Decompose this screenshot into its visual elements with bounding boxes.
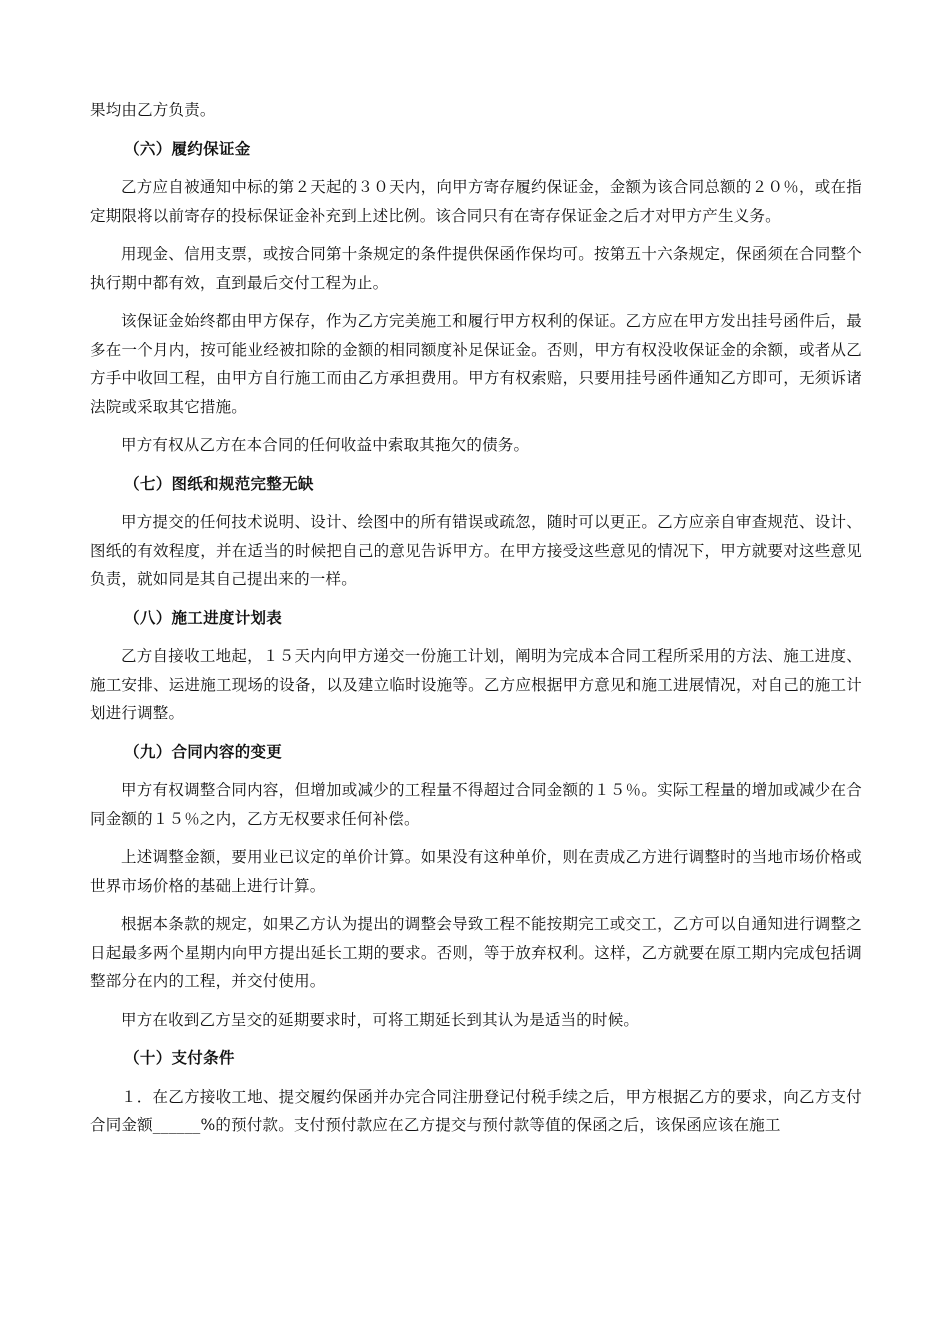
paragraph: 用现金、信用支票，或按合同第十条规定的条件提供保函作保均可。按第五十六条规定，保函须在合同整个执行期中都有效，直到最后交付工程为止。 (90, 245, 862, 292)
section-heading-7: （七）图纸和规范完整无缺 (124, 474, 314, 493)
paragraph-continuation: 果均由乙方负责。 (90, 101, 216, 119)
document-body (90, 96, 862, 1150)
section-heading-10: （十）支付条件 (124, 1049, 235, 1067)
paragraph: 上述调整金额，要用业已议定的单价计算。如果没有这种单价，则在责成乙方进行调整时的当地市场价格或世界市场价格的基础上进行计算。 (90, 848, 862, 895)
paragraph: 甲方有权从乙方在本合同的任何收益中索取其拖欠的债务。 (121, 436, 530, 454)
paragraph: 根据本条款的规定，如果乙方认为提出的调整会导致工程不能按期完工或交工，乙方可以自通知进行调整之日起最多两个星期内向甲方提出延长工期的要求。否则，等于放弃权利。这样，乙方就要在原工期内完成包括调整部分在内的工程，并交付使用。 (90, 915, 862, 990)
paragraph: １．在乙方接收工地、提交履约保函并办完合同注册登记付税手续之后，甲方根据乙方的要求，向乙方支付合同金额______%的预付款。支付预付款应在乙方提交与预付款等值的保函之后，该保函应该在施工 (90, 1087, 862, 1134)
paragraph: 甲方提交的任何技术说明、设计、绘图中的所有错误或疏忽，随时可以更正。乙方应亲自审查规范、设计、图纸的有效程度，并在适当的时候把自己的意见告诉甲方。在甲方接受这些意见的情况下，甲方就要对这些意见负责，就如同是其自己提出来的一样。 (90, 513, 862, 588)
paragraph: 该保证金始终都由甲方保存，作为乙方完美施工和履行甲方权利的保证。乙方应在甲方发出挂号函件后，最多在一个月内，按可能业经被扣除的金额的相同额度补足保证金。否则，甲方有权没收保证金的余额，或者从乙方手中收回工程，由甲方自行施工而由乙方承担费用。甲方有权索赔，只要用挂号函件通知乙方即可，无须诉诸法院或采取其它措施。 (90, 312, 862, 416)
paragraph: 乙方应自被通知中标的第２天起的３０天内，向甲方寄存履约保证金，金额为该合同总额的２０％，或在指定期限将以前寄存的投标保证金补充到上述比例。该合同只有在寄存保证金之后才对甲方产生义务。 (90, 178, 862, 225)
paragraph: 甲方有权调整合同内容，但增加或减少的工程量不得超过合同金额的１５％。实际工程量的增加或减少在合同金额的１５％之内，乙方无权要求任何补偿。 (90, 781, 862, 828)
section-heading-9: （九）合同内容的变更 (124, 742, 283, 761)
section-heading-6: （六）履约保证金 (124, 139, 251, 158)
paragraph: 甲方在收到乙方呈交的延期要求时，可将工期延长到其认为是适当的时候。 (121, 1010, 640, 1029)
section-heading-8: （八）施工进度计划表 (124, 608, 283, 627)
paragraph: 乙方自接收工地起，１５天内向甲方递交一份施工计划，阐明为完成本合同工程所采用的方法、施工进度、施工安排、运进施工现场的设备，以及建立临时设施等。乙方应根据甲方意见和施工进展情况，对自己的施工计划进行调整。 (90, 647, 862, 722)
